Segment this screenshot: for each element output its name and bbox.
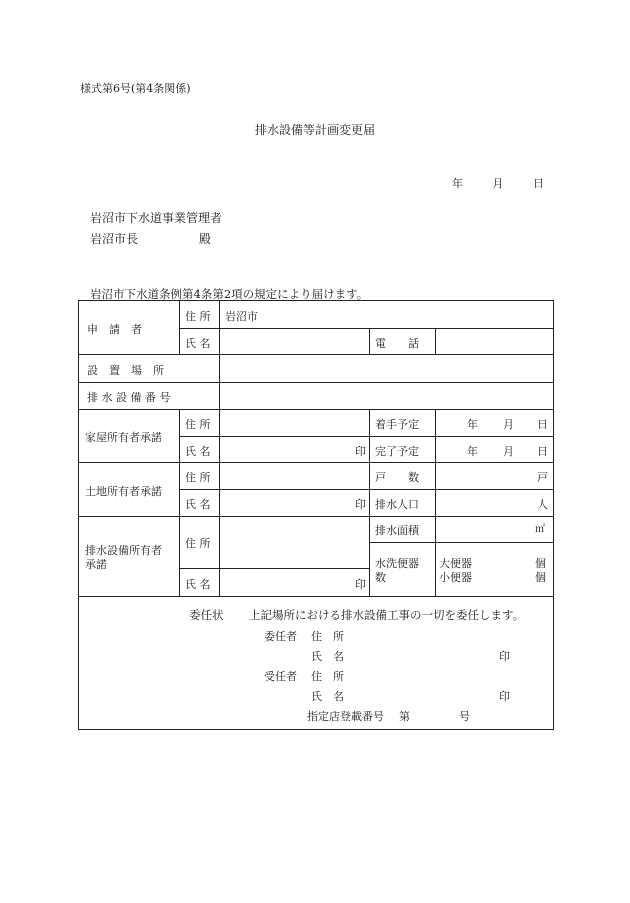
document-title: 排水設備等計画変更届: [254, 123, 375, 137]
addressee-mayor: [90, 230, 211, 247]
delegator-label: 委任者: [264, 630, 297, 643]
col-line: [179, 409, 180, 596]
installation-place-label: 設 置 場 所: [87, 364, 164, 377]
delegation-text: 上記場所における排水設備工事の一切を委任します。: [249, 608, 525, 622]
drain-number-label: 排 水 設 備 番 号: [87, 391, 171, 404]
complete-label: 完了予定: [375, 445, 419, 458]
start-month: 月: [503, 418, 514, 431]
delegatee-seal: 印: [499, 690, 510, 703]
date-year: 年: [452, 177, 463, 190]
house-owner-label: 家屋所有者承諾: [85, 431, 162, 444]
delegatee-name-label: 氏 名: [311, 690, 344, 703]
toilet-label-1: 水洗便器: [375, 557, 419, 570]
row-line: [179, 489, 553, 490]
application-table: [78, 300, 554, 730]
statement: 岩沼市下水道条例第4条第2項の規定により届けます。: [90, 287, 369, 301]
addressee-manager: 岩沼市下水道事業管理者: [90, 211, 223, 225]
row-line: [79, 596, 553, 597]
facility-owner-name-label: 氏 名: [185, 578, 211, 591]
applicant-phone-label: 電 話: [375, 337, 419, 350]
delegator-seal: 印: [499, 650, 510, 663]
row-line: [79, 382, 553, 383]
addressee-mayor-label: 岩沼市長: [90, 232, 139, 246]
row-line: [79, 409, 553, 410]
row-line: [179, 568, 369, 569]
toilet-label-2: 数: [375, 571, 386, 584]
col-line: [219, 409, 220, 596]
col-line: [219, 354, 220, 409]
land-owner-address-label: 住 所: [185, 471, 211, 484]
start-day: 日: [537, 418, 548, 431]
households-unit: 戸: [537, 471, 548, 484]
col-line: [435, 328, 436, 354]
facility-owner-address-label: 住 所: [185, 537, 211, 550]
facility-owner-label-1: 排水設備所有者: [85, 544, 162, 557]
col-line: [369, 409, 370, 596]
delegatee-address-label: 住 所: [311, 670, 344, 683]
row-line: [79, 354, 553, 355]
complete-year: 年: [467, 445, 478, 458]
large-toilet-unit: 個: [535, 557, 546, 570]
small-toilet-label: 小便器: [439, 571, 472, 584]
applicant-address-label: 住 所: [185, 310, 211, 323]
area-label: 排水面積: [375, 524, 419, 537]
complete-month: 月: [503, 445, 514, 458]
land-owner-label: 土地所有者承諾: [85, 485, 162, 498]
honorific: 殿: [199, 232, 212, 246]
form-code: 様式第6号(第4条関係): [80, 82, 191, 95]
large-toilet-label: 大便器: [439, 557, 472, 570]
col-line: [219, 301, 220, 354]
households-label: 戸 数: [375, 471, 419, 484]
col-line: [369, 328, 370, 354]
house-owner-name-label: 氏 名: [185, 445, 211, 458]
row-line: [79, 462, 553, 463]
applicant-label: 申 請 者: [87, 323, 142, 336]
delegatee-label: 受任者: [264, 670, 297, 683]
area-unit: ㎡: [535, 524, 545, 535]
row-line: [369, 542, 553, 543]
population-label: 排水人口: [375, 498, 419, 511]
land-owner-seal: 印: [355, 498, 366, 511]
row-line: [179, 328, 553, 329]
delegator-address-label: 住 所: [311, 630, 344, 643]
delegation-heading: 委任状: [189, 608, 224, 622]
start-label: 着手予定: [375, 418, 419, 431]
applicant-name-label: 氏 名: [185, 337, 211, 350]
row-line: [79, 516, 553, 517]
date-row: [452, 175, 570, 191]
registration-prefix: 第: [399, 710, 410, 723]
registration-label: 指定店登載番号: [307, 710, 384, 723]
population-unit: 人: [537, 498, 548, 511]
date-month: 月: [492, 177, 504, 190]
house-owner-address-label: 住 所: [185, 418, 211, 431]
delegator-name-label: 氏 名: [311, 650, 344, 663]
facility-owner-seal: 印: [355, 578, 366, 591]
land-owner-name-label: 氏 名: [185, 498, 211, 511]
house-owner-seal: 印: [355, 445, 366, 458]
complete-day: 日: [537, 445, 548, 458]
row-line: [179, 436, 553, 437]
date-day: 日: [533, 177, 544, 190]
col-line: [435, 409, 436, 596]
small-toilet-unit: 個: [535, 571, 546, 584]
col-line: [179, 301, 180, 354]
registration-suffix: 号: [459, 710, 470, 723]
start-year: 年: [467, 418, 478, 431]
applicant-address-value[interactable]: 岩沼市: [225, 310, 258, 323]
facility-owner-label-2: 承諾: [85, 558, 107, 571]
